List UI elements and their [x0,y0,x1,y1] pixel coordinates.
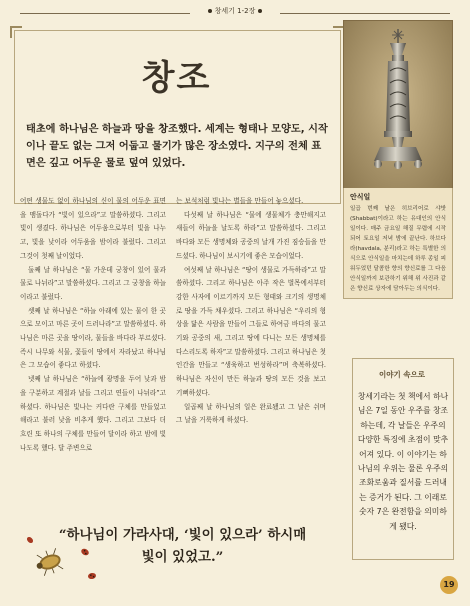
chapter-header [0,6,470,20]
caption-text: 일곱 번째 날은 히브리어로 샤밧(Shabbat)이라고 하는 유대인의 안식일이다. 매주 금요일 해질 무렵에 시작되어 토요일 저녁 밤에 끝난다. 하브다라(havdala, 분리)라고 하는 특별한 의식으로 안식일을 마치는데 하루 종일 피워두었던 달콤한 향의 향신료를 그 다음 안식일까지 보관하기 위해 위 사진과 같은 향신료 상자에 담아두는 의식이다. [350,206,446,292]
chapter-label [0,6,470,16]
page-number: 19 [440,576,458,594]
body-paragraph: 는 보석처럼 빛나는 별들을 만들어 놓으셨다. [176,197,304,205]
chapter-text: 창세기 1-2장 [214,7,256,15]
story-sidebar-title: 이야기 속으로 [378,370,426,379]
frame-corner-ornament [10,26,22,38]
body-paragraph: 넷째 날 하나님은 “하늘에 광명을 두어 낮과 밤을 구분하고 계절과 날들 그리고 연들이 나뉘라”고 하셨다. 하나님은 빛나는 커다란 구체를 만들었고 해라고 불러 낮을 비추게 했다. 그리고 그보다 더 흐린 또 하나의 구체를 만들어 달이라 하고 밤에 빛나도록 했다. 달 주변으로 [20,375,166,452]
body-paragraph: 둘째 날 하나님은 “물 가운데 궁창이 있어 물과 물로 나뉘라”고 말씀하셨다. 그리고 그 궁창을 하늘이라고 불렀다. [20,265,166,301]
spice-box-icon [344,21,452,189]
pull-quote-line: “하나님이 가라사대, ‘빛이 있으라’ 하시매 [58,527,307,543]
header-rule-right [280,13,450,14]
page-title: 창조 [141,58,212,98]
caption-title: 안식일 [350,193,371,201]
caption-box [343,188,453,299]
spice-box-photo [343,20,453,190]
body-paragraph: 셋째 날 하나님은 “하늘 아래에 있는 물이 한 곳으로 모이고 마른 곳이 드러나라”고 말씀하셨다. 하나님은 마른 곳을 땅이라, 물들을 바다라 부르셨다. 즉시 나무와 식물, 꽃들이 땅에서 자라났고 하나님은 그 모습이 좋다고 하셨다. [20,306,166,370]
bullet-icon [208,9,212,13]
body-column-middle [176,195,326,428]
pull-quote-line: 빛이 있었고.” [141,549,224,565]
bullet-icon [258,9,262,13]
body-paragraph: 다섯째 날 하나님은 “물에 생물체가 충만해지고 새들이 하늘을 날도록 하라”고 말씀하셨다. 그리고 바다와 모든 생명체와 공중의 날개 가진 짐승들을 만드셨다. 하나님이 보시기에 좋은 모습이었다. [176,210,326,260]
body-column-left [20,195,166,455]
body-paragraph: 일곱째 날 하나님의 일은 완료됐고 그 날은 쉬며 그 날을 거룩하게 하셨다. [176,402,326,425]
body-paragraph: 어떤 생물도 없이 하나님의 신이 물의 어두운 표면을 맴돌다가 “빛이 있으라”고 말씀하셨다. 그리고 빛이 생겼다. 하나님은 어두움으로부터 빛을 나누고, 빛을 낮이라 어두움을 밤이라 불렀다. 그리고 그것이 첫째 날이었다. [20,197,166,260]
pull-quote [30,524,335,568]
story-sidebar-text: 창세기라는 첫 책에서 하나님은 7일 동안 우주를 창조하는데, 각 날들은 우주의 다양한 특징에 초점이 맞추어져 있다. 이 이야기는 하나님의 우위는 물론 우주의 조화로움과 질서를 드러내는 증거가 된다. 그 이래로 숫자 7은 완전함을 의미하게 됐다. [357,392,449,531]
lead-paragraph: 태초에 하나님은 하늘과 땅을 창조했다. 세계는 형태나 모양도, 시작이나 끝도 없는 그저 어둡고 물기가 많은 장소였다. 지구의 전체 표면은 깊고 어두운 물로 덮여 있었다. [26,124,328,169]
body-paragraph: 여섯째 날 하나님은 “땅이 생물로 가득하라”고 말씀하셨다. 그리고 하나님은 아주 작은 벌목에서부터 강한 사자에 이르기까지 모든 형태와 크기의 생명체로 땅을 가득 채우셨다. 그리고 하나님은 “우리의 형상을 닮은 사람을 만들어 그들로 하여금 바다의 물고기와 공중의 새, 그리고 땅에 다니는 모든 생명체를 다스리도록 하자”고 말씀하셨다. 그리고 하나님은 첫 인간을 만들고 “생육하고 번성하라”며 축복하셨다. 하나님은 자신이 만든 하늘과 땅의 모든 것을 보고 기뻐하셨다. [176,265,326,397]
